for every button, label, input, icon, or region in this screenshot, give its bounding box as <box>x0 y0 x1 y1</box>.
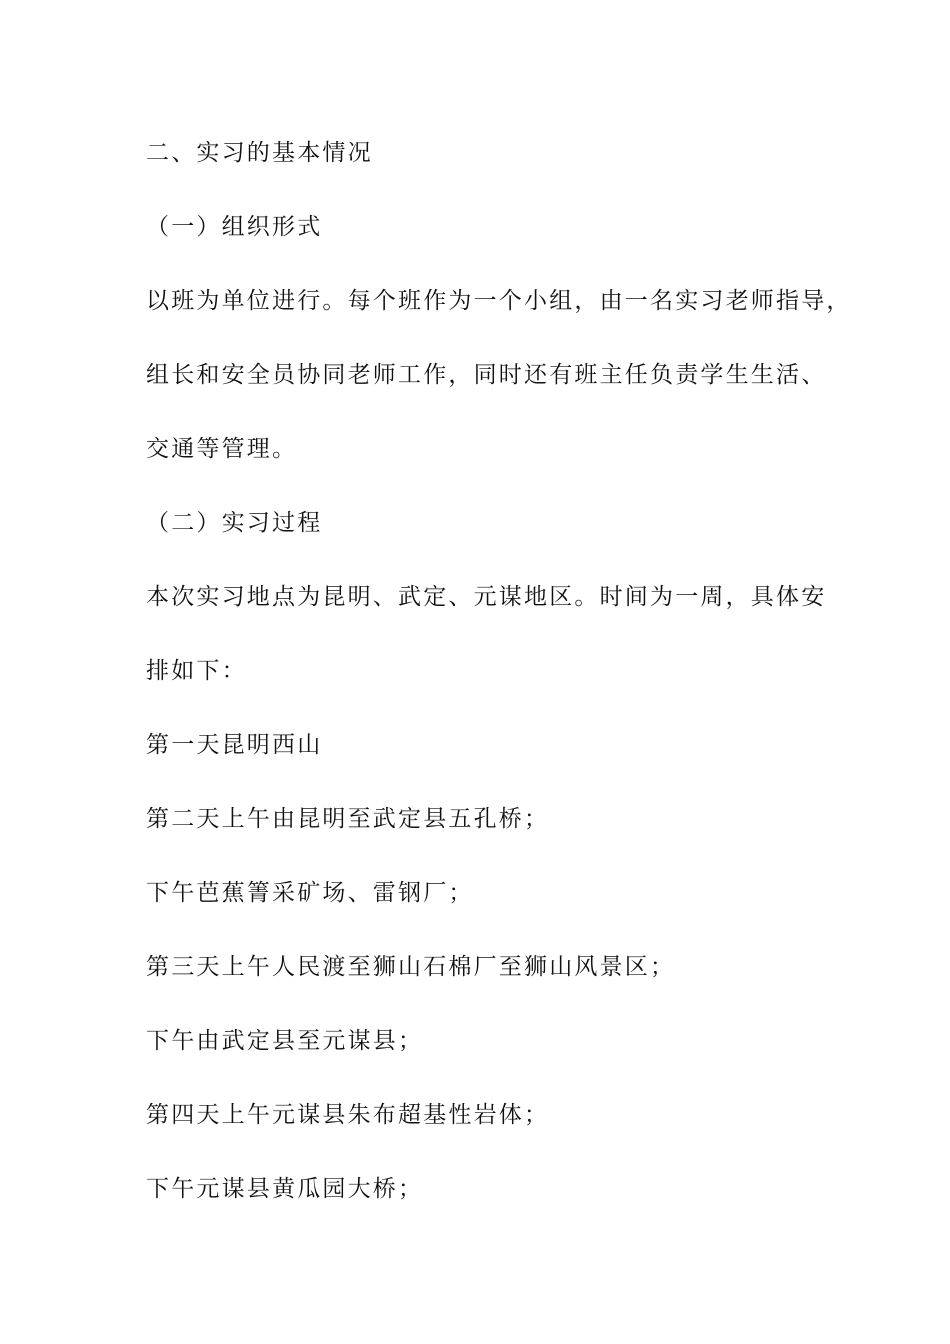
schedule-item: 下午元谋县黄瓜园大桥； <box>146 1176 424 1202</box>
paragraph-line: 本次实习地点为昆明、武定、元谋地区。时间为一周，具体安 <box>146 584 827 610</box>
schedule-item: 第四天上午元谋县朱布超基性岩体； <box>146 1102 550 1128</box>
schedule-item: 下午由武定县至元谋县； <box>146 1028 424 1054</box>
paragraph-line: 组长和安全员协同老师工作，同时还有班主任负责学生生活、 <box>146 362 827 388</box>
subsection-heading: （二）实习过程 <box>146 510 323 536</box>
schedule-item: 下午芭蕉箐采矿场、雷钢厂； <box>146 880 474 906</box>
section-heading: 二、实习的基本情况 <box>146 140 373 166</box>
schedule-item: 第一天昆明西山 <box>146 732 323 758</box>
paragraph-line: 以班为单位进行。每个班作为一个小组，由一名实习老师指导， <box>146 288 852 314</box>
paragraph-line: 排如下： <box>146 658 247 684</box>
schedule-item: 第三天上午人民渡至狮山石棉厂至狮山风景区； <box>146 954 676 980</box>
paragraph-line: 交通等管理。 <box>146 436 298 462</box>
schedule-item: 第二天上午由昆明至武定县五孔桥； <box>146 806 550 832</box>
subsection-heading: （一）组织形式 <box>146 214 323 240</box>
